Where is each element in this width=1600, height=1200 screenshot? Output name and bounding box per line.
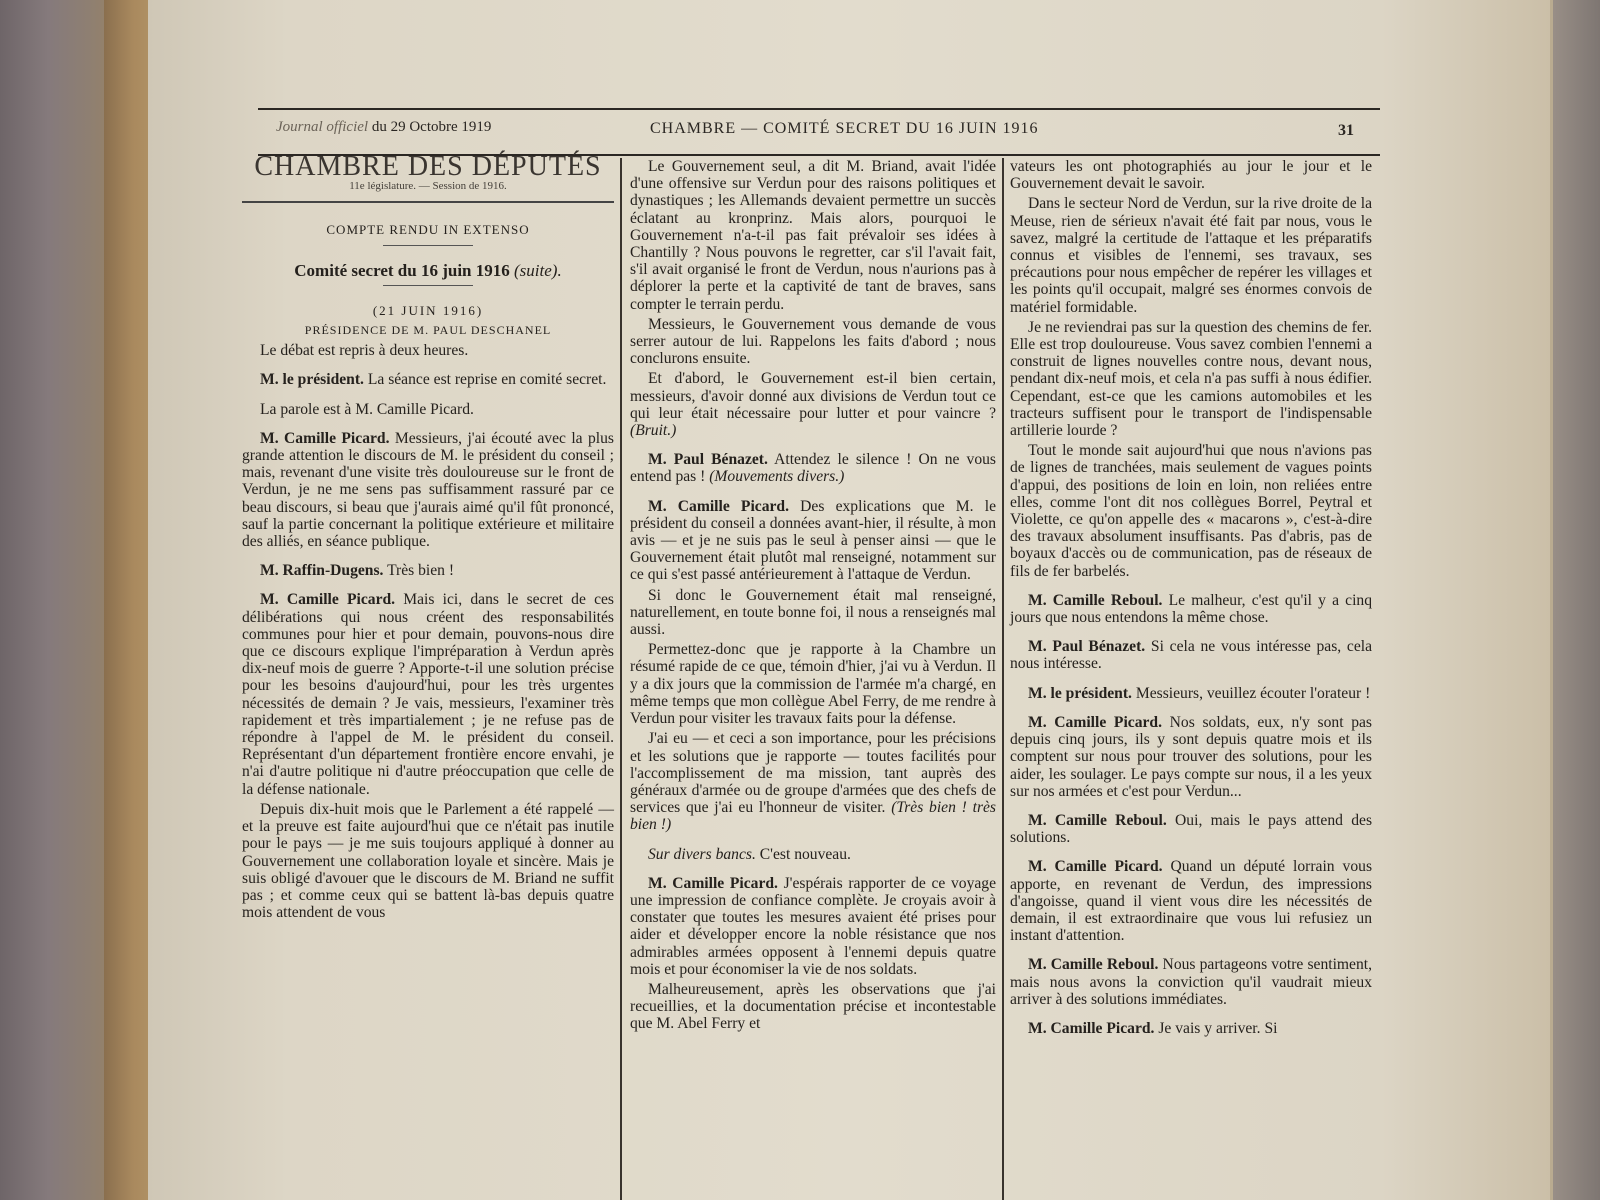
page-number: 31	[1338, 122, 1354, 139]
column-rule-1	[620, 158, 622, 1200]
interjection-text: C'est nouveau.	[755, 845, 851, 863]
column-2	[630, 158, 996, 1036]
interjection-source: Sur divers bancs.	[648, 845, 756, 863]
stage-direction: (Mouvements divers.)	[705, 468, 845, 486]
paragraph: Si donc le Gouvernement était mal renseigné, naturellement, en toute bonne foi, il nous a renseignés mal aussi.	[630, 586, 996, 639]
column-rule-2	[1002, 158, 1004, 1200]
speech-text: Messieurs, veuillez écouter l'orateur !	[1131, 684, 1371, 702]
speech-text: Des explications que M. le président du conseil a données avant-hier, il résulte, à mon avis — et je ne suis pas le seul à penser ainsi — que le Gouvernement était plutôt mal renseigné, notamment sur ce qui s'est passé antérieurement à l'attaque de Verdun.	[630, 497, 996, 584]
speaker-name: M. Raffin-Dugens.	[260, 562, 384, 580]
speech-text: J'espérais rapporter de ce voyage une impression de confiance complète. Je croyais avoir à constater que toutes les mesures avaient été prises pour aider et développer encore la noble résistance que nos admirables armées opposent à l'ennemi depuis quatre mois et pour économiser la vie de nos soldats.	[630, 874, 997, 978]
speaker-name: M. Paul Bénazet.	[1028, 638, 1146, 656]
paragraph: Le débat est repris à deux heures.	[260, 342, 469, 360]
speech	[1010, 592, 1372, 626]
speech-text: Très bien !	[383, 562, 455, 580]
speech	[630, 875, 996, 978]
speech	[1010, 714, 1372, 800]
masthead-subtitle: 11e législature. — Session de 1916.	[349, 180, 507, 193]
speaker-name: M. Camille Picard.	[1028, 713, 1162, 731]
report-type: COMPTE RENDU IN EXTENSO	[326, 222, 530, 238]
running-head-source	[276, 119, 491, 136]
speaker-name: M. Paul Bénazet.	[648, 451, 768, 469]
speech	[1010, 685, 1372, 702]
speech	[1010, 956, 1372, 1008]
speaker-name: M. le président.	[260, 371, 364, 389]
speech	[242, 562, 614, 579]
speech-text: La séance est reprise en comité secret.	[363, 371, 607, 389]
paragraph: Malheureusement, après les observations que j'ai recueillies, et la documentation précise et incontestable que M. Abel Ferry et	[630, 980, 996, 1033]
speech-text: Je vais y arriver. Si	[1154, 1019, 1278, 1037]
speaker-name: M. le président.	[1028, 684, 1132, 702]
speaker-name: M. Camille Picard.	[1028, 1019, 1155, 1037]
presidency-line: PRÉSIDENCE DE M. PAUL DESCHANEL	[304, 323, 552, 338]
masthead-title: CHAMBRE DES DÉPUTÉS	[254, 151, 602, 182]
short-rule	[383, 245, 473, 246]
session-title-text: Comité secret du 16 juin 1916	[294, 260, 510, 280]
speech-text: Nous partageons votre sentiment, mais nous avons la conviction qu'il vaudrait mieux arriver à des solutions immédiates.	[1010, 956, 1373, 1008]
speech-text: Nos soldats, eux, n'y sont pas depuis cinq jours, ils y sont depuis quatre mois et ils comptent sur nous pour trouver des solutions, pour les aider, les soulager. Le pays compte sur nous, il a les yeux sur nos armées et c'est pour Verdun...	[1010, 713, 1372, 800]
paragraph-text: Et d'abord, le Gouvernement est-il bien certain, messieurs, d'avoir donné aux divisions de Verdun tout ce qui leur était nécessaire pour lutter et pour vaincre ?	[630, 370, 996, 422]
speaker-name: M. Camille Picard.	[648, 497, 789, 515]
session-date: (21 JUIN 1916)	[372, 302, 484, 318]
stage-direction: (Bruit.)	[630, 422, 677, 440]
speech	[630, 451, 996, 485]
speech	[242, 430, 614, 550]
paragraph	[630, 730, 996, 833]
masthead-rule	[242, 201, 614, 203]
paragraph: Le Gouvernement seul, a dit M. Briand, avait l'idée d'une offensive sur Verdun pour des raisons politiques et dynastiques ; les Allemands devaient permettre un succès éclatant au kronprinz. Mais alors, pourquoi le Gouvernement n'a-t-il pas fait prévaloir ses idées à Chantilly ? Nous pouvons le regretter, car s'il l'avait fait, s'il avait organisé le front de Verdun, nous n'aurions pas à déplorer la perte et la captivité de tant de braves, sans compter le terrain perdu.	[630, 158, 996, 313]
speaker-name: M. Camille Reboul.	[1028, 811, 1167, 829]
speaker-name: M. Camille Picard.	[648, 874, 778, 892]
speech	[1010, 638, 1372, 672]
speech	[1010, 812, 1372, 846]
speech-text: Le malheur, c'est qu'il y a cinq jours que nous entendons la même chose.	[1010, 591, 1373, 627]
source-name: Journal officiel	[276, 119, 369, 135]
running-head	[258, 108, 1380, 156]
speech-text: Messieurs, j'ai écouté avec la plus grande attention le discours de M. le président du conseil ; mais, revenant d'une visite très douloureuse sur le front de Verdun, je ne me sens pas suffisamment rassuré par ce beau discours, si beau que j'aurais aimé qu'il fût prononcé, sauf la partie concernant la politique extérieure et militaire des alliés, en séance publique.	[242, 429, 614, 551]
paragraph: Permettez-donc que je rapporte à la Chambre un résumé rapide de ce que, témoin d'hier, j'ai vu à Verdun. Il y a dix jours que la commission de l'armée m'a chargé, en même temps que mon collègue Abel Ferry, de me rendre à Verdun pour visiter les travaux faits pour la défense.	[630, 641, 996, 728]
speaker-name: M. Camille Picard.	[1028, 858, 1163, 876]
paragraph: Dans le secteur Nord de Verdun, sur la rive droite de la Meuse, rien de sérieux n'avait été fait par nous, vous le savez, malgré la certitude de l'attaque et les préparatifs connus et visibles de l'ennemi, ses travaux, ses précautions pour nous empêcher de repérer les villages et les points qu'il occupait, malgré ses énormes convois de matériel formidable.	[1010, 195, 1372, 316]
paragraph: vateurs les ont photographiés au jour le jour et le Gouvernement devait le savoir.	[1010, 158, 1372, 193]
speech	[1010, 858, 1372, 944]
speech-text: Quand un député lorrain vous apporte, en revenant de Verdun, des impressions d'angoisse, quand il vient vous dire les nécessités de demain, il est extraordinaire que vous lui refusiez un instant d'attention.	[1010, 858, 1373, 945]
running-head-title: CHAMBRE — COMITÉ SECRET DU 16 JUIN 1916	[650, 120, 1039, 137]
speech	[242, 591, 614, 797]
speech	[1010, 1020, 1372, 1037]
speaker-name: M. Camille Picard.	[260, 429, 390, 447]
background-surface	[1550, 0, 1600, 1200]
speech	[242, 371, 614, 388]
speech	[630, 498, 996, 584]
speech-text: Si cela ne vous intéresse pas, cela nous intéresse.	[1010, 638, 1373, 673]
speech-text: Oui, mais le pays attend des solutions.	[1010, 811, 1373, 847]
paragraph: Je ne reviendrai pas sur la question des chemins de fer. Elle est trop douloureuse. Vous savez combien l'ennemi a construit de lignes nouvelles contre nous, devant nous, pendant dix-neuf mois, et cela n'a pas suffi à nous édifier. Cependant, est-ce que les camions automobiles et les tracteurs suffisent pour le transport de l'indispensable artillerie lourde ?	[1010, 318, 1372, 440]
interjection	[630, 846, 996, 863]
source-date: du 29 Octobre 1919	[371, 119, 492, 135]
speech-text: Attendez le silence ! On ne vous entend pas !	[630, 451, 996, 486]
column-1	[242, 151, 614, 924]
session-title	[242, 262, 614, 279]
paragraph: Depuis dix-huit mois que le Parlement a été rappelé — et la preuve est faite aujourd'hui que ce n'était pas inutile pour le pays — je me suis toujours appliqué à donner au Gouvernement une collaboration loyale et sincère. Mais je suis obligé d'avouer que le discours de M. Briand ne suffit pas ; et comme ceux qui se battent là-bas depuis quatre mois attendent de vous	[242, 800, 614, 922]
paragraph	[630, 370, 996, 439]
paragraph: Tout le monde sait aujourd'hui que nous n'avions pas de lignes de tranchées, mais seulement de vagues points d'appui, des positions de loin en loin, non reliées entre elles, comme l'ont dit nos collègues Borrel, Peytral et Violette, ce qu'on appelle des « macarons », c'est-à-dire des travaux absolument insuffisants. Pas d'abris, pas de boyaux d'accès ou de communication, pas de réseaux de fils de fer barbelés.	[1010, 442, 1372, 580]
short-rule	[383, 285, 473, 286]
paragraph: La parole est à M. Camille Picard.	[260, 400, 474, 418]
speaker-name: M. Camille Picard.	[260, 591, 396, 609]
stage-direction: (Très bien ! très bien !)	[630, 799, 996, 834]
paragraph-text: J'ai eu — et ceci a son importance, pour les précisions et les solutions que je rapporte — toutes facilités pour l'accomplissement de ma mission, tant auprès des généraux d'armée ou de groupe d'armées que des chefs de services que j'ai eu l'honneur de visiter.	[630, 730, 996, 817]
speaker-name: M. Camille Reboul.	[1028, 591, 1163, 609]
session-suffix: (suite).	[514, 260, 562, 280]
speech-text: Mais ici, dans le secret de ces délibérations qui nous créent des responsabilités communes pour hier et pour demain, pouvons-nous dire que ce discours explique l'impréparation à Verdun après dix-neuf mois de guerre ? Apporte-t-il une solution précise pour les besoins d'aujourd'hui, pour les très urgentes nécessités de demain ? Je vais, messieurs, l'examiner très rapidement et très impartialement ; je ne refuse pas de répondre à l'appel de M. le président du conseil. Représentant d'un département frontière encore envahi, je n'ai d'autre politique ni d'autre préoccupation que celle de la défense nationale.	[242, 591, 614, 798]
paragraph: Messieurs, le Gouvernement vous demande de vous serrer autour de lui. Rappelons les faits d'abord ; nous conclurons ensuite.	[630, 315, 996, 368]
speaker-name: M. Camille Reboul.	[1028, 956, 1159, 974]
column-3	[1010, 158, 1372, 1040]
